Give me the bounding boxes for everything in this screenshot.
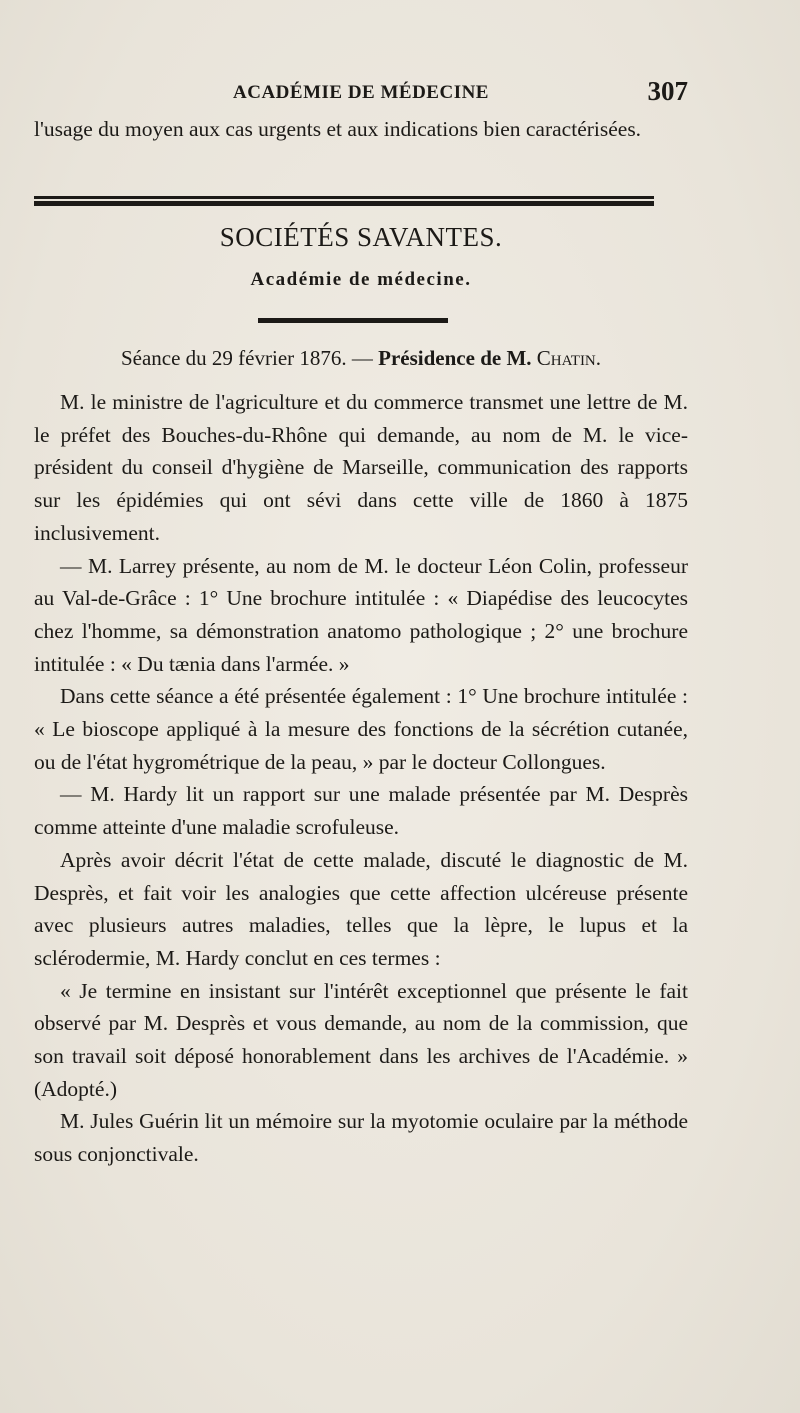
paragraph-bioscope: Dans cette séance a été présentée également : 1° Une brochure intitulée : « Le bioscope appliqué à la mesure des fonctions de la sécrétion cutanée, ou de l'état hygrométrique de la peau, » par le docteur Collongues.: [34, 684, 688, 774]
page-number: 307: [647, 76, 688, 106]
short-rule-divider: [258, 318, 448, 323]
continued-text: [34, 113, 688, 146]
paragraph-minister-letter: M. le ministre de l'agriculture et du commerce transmet une lettre de M. le préfet des Bouches-du-Rhône qui demande, au nom de M. le vice-président du conseil d'hygiène de Marseille, communication des rapports sur les épidémies qui ont sévi dans cette ville de 1860 à 1875 inclusivement.: [34, 390, 688, 545]
article-body: [34, 386, 688, 1171]
double-rule-divider: [34, 196, 654, 206]
paragraph-conclusion-quote: « Je termine en insistant sur l'intérêt exceptionnel que présente le fait observé par M. Desprès et vous demande, au nom de la commission, que son travail soit déposé honorablement dans les archives de l'Académie. » (Adopté.): [34, 978, 688, 1101]
section-subtitle: Académie de médecine.: [250, 269, 472, 290]
session-heading: [34, 342, 688, 374]
session-separator: —: [351, 346, 373, 370]
paragraph-diagnosis: Après avoir décrit l'état de cette malade, discuté le diagnostic de M. Desprès, et fait voir les analogies que cette affection ulcéreuse présente avec plusieurs autres maladies, telles que la lèpre, le lupus et la sclérodermie, M. Hardy conclut en ces termes :: [34, 847, 688, 970]
running-title: ACADÉMIE DE MÉDECINE: [233, 82, 489, 103]
session-date: Séance du 29 février 1876.: [120, 346, 347, 370]
lead-paragraph: l'usage du moyen aux cas urgents et aux indications bien caractérisées.: [34, 117, 642, 141]
presidency-label: Présidence de M.: [378, 346, 532, 370]
section-title: SOCIÉTÉS SAVANTES.: [219, 222, 503, 252]
paragraph-hardy-report: — M. Hardy lit un rapport sur une malade présentée par M. Desprès comme atteinte d'une maladie scrofuleuse.: [34, 782, 688, 840]
president-name: Chatin.: [536, 346, 602, 370]
running-header: [34, 76, 688, 108]
paragraph-larrey: — M. Larrey présente, au nom de M. le docteur Léon Colin, professeur au Val-de-Grâce : 1° Une brochure intitulée : « Diapédise des leucocytes chez l'homme, sa démonstration anatomo pathologique ; 2° une brochure intitulée : « Du tænia dans l'armée. »: [34, 553, 688, 676]
paragraph-guerin: M. Jules Guérin lit un mémoire sur la myotomie oculaire par la méthode sous conjonctivale.: [34, 1109, 688, 1167]
